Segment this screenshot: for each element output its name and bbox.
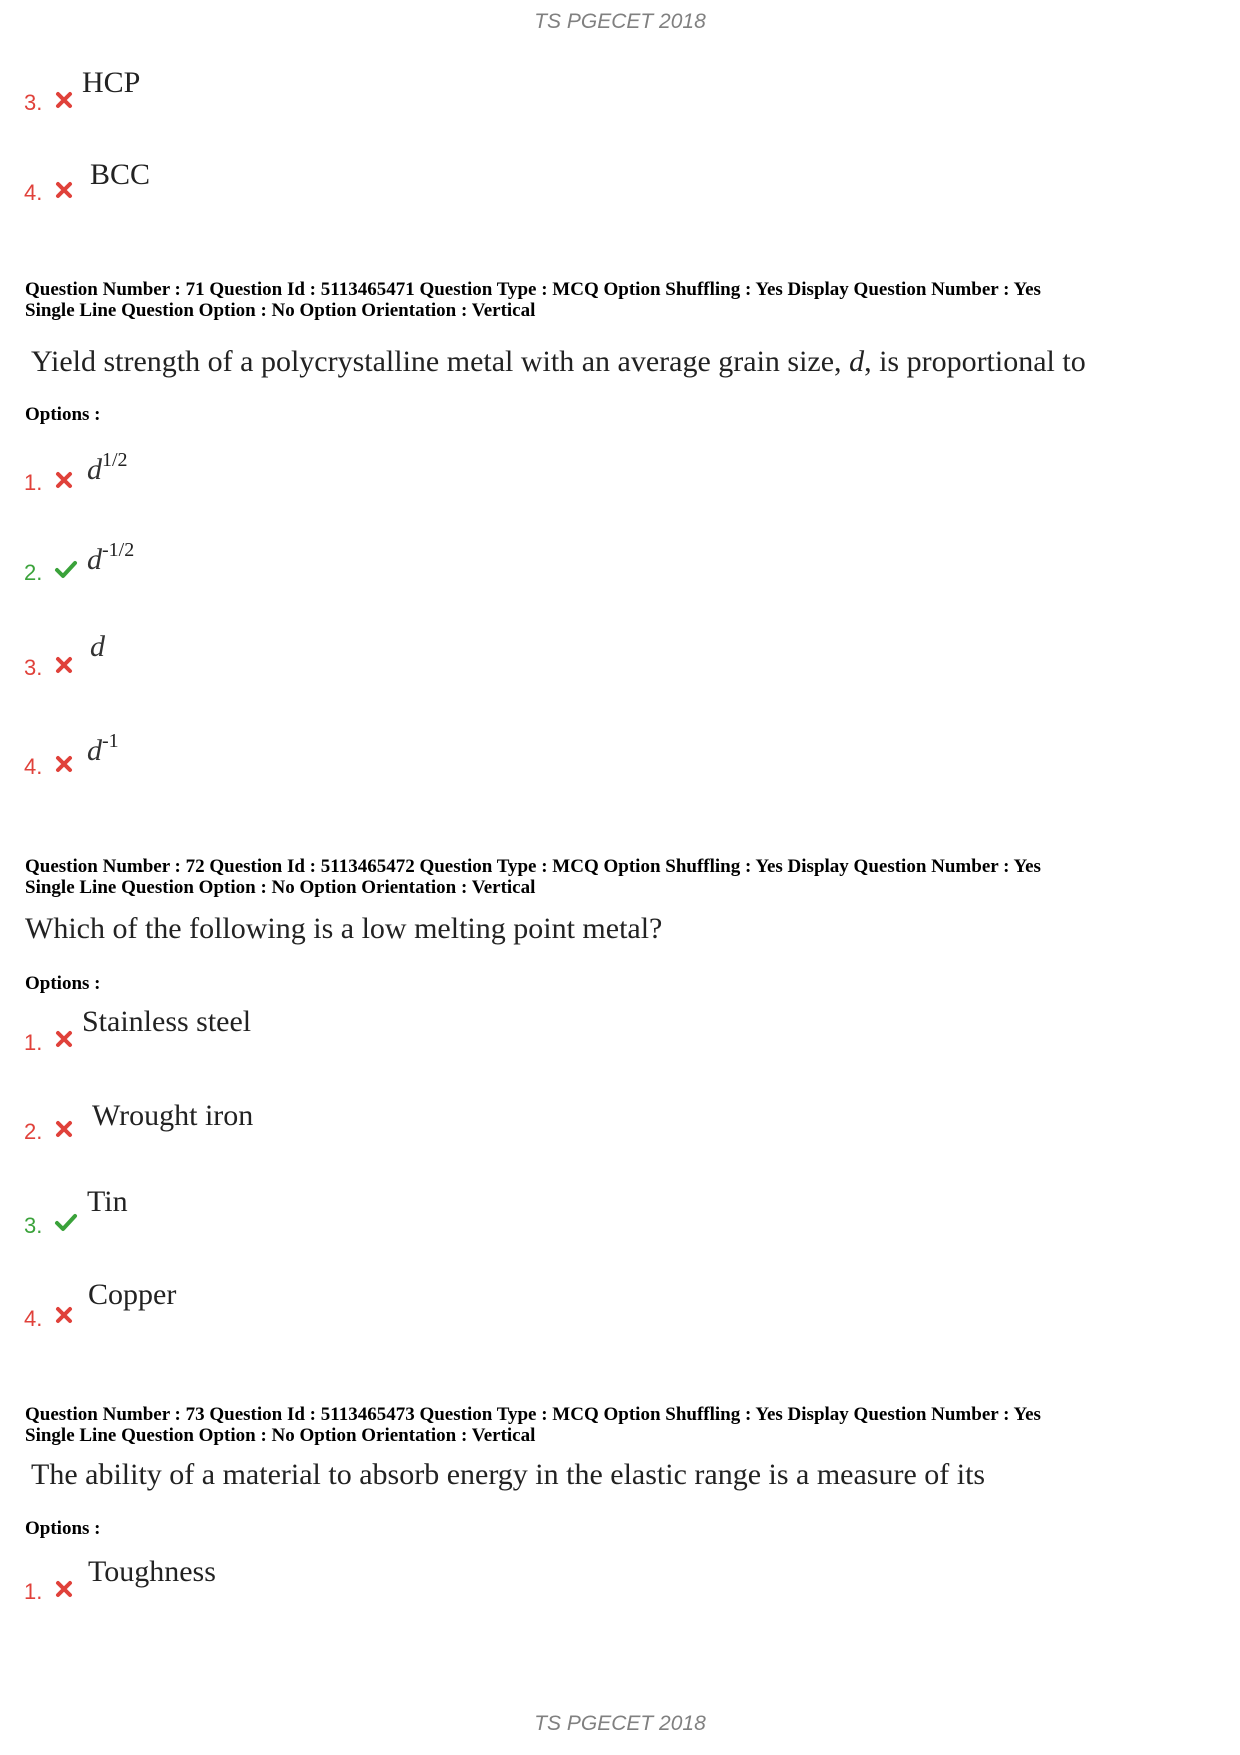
option-item: [24, 630, 924, 690]
question-meta-line2: Single Line Question Option : No Option Orientation : Vertical: [25, 300, 536, 321]
option-item: [24, 1099, 924, 1159]
cross-icon: [54, 754, 74, 774]
cross-icon: [54, 90, 74, 110]
option-text: [87, 732, 119, 768]
option-number: 4.: [24, 1306, 43, 1331]
option-text: HCP: [82, 66, 141, 99]
question-meta-line1: Question Number : 71 Question Id : 5113465471 Question Type : MCQ Option Shuffling : Yes Display Question Number : Yes: [25, 279, 1041, 300]
option-text: Wrought iron: [92, 1099, 254, 1132]
option-text: BCC: [90, 158, 151, 191]
option-item: [24, 445, 924, 505]
question-meta-line1: Question Number : 73 Question Id : 5113465473 Question Type : MCQ Option Shuffling : Yes Display Question Number : Yes: [25, 1404, 1041, 1425]
option-base: d: [87, 543, 102, 576]
option-text: [87, 541, 134, 577]
question-text: The ability of a material to absorb energy in the elastic range is a measure of its: [31, 1458, 986, 1491]
option-exponent: 1/2: [102, 449, 128, 471]
cross-icon: [54, 1305, 74, 1325]
option-number: 2.: [24, 560, 43, 585]
option-number: 4.: [24, 180, 43, 205]
option-text: [87, 451, 128, 487]
option-base: d: [87, 453, 102, 486]
cross-icon: [54, 470, 74, 490]
option-item: [24, 535, 924, 595]
page-header: TS PGECET 2018: [534, 10, 706, 33]
option-number: 3.: [24, 655, 43, 680]
question-meta-line1: Question Number : 72 Question Id : 5113465472 Question Type : MCQ Option Shuffling : Yes Display Question Number : Yes: [25, 856, 1041, 877]
option-number: 3.: [24, 90, 43, 115]
question-meta-line2: Single Line Question Option : No Option Orientation : Vertical: [25, 877, 536, 898]
option-number: 3.: [24, 1213, 43, 1238]
options-label: Options :: [25, 404, 101, 425]
option-base: d: [90, 630, 105, 663]
option-text: Copper: [88, 1278, 177, 1311]
question-variable: d: [849, 345, 865, 378]
question-meta-line2: Single Line Question Option : No Option Orientation : Vertical: [25, 1425, 536, 1446]
question-meta: [25, 856, 1225, 898]
option-exponent: -1: [102, 730, 119, 752]
cross-icon: [54, 180, 74, 200]
option-exponent: -1/2: [102, 539, 135, 561]
cross-icon: [54, 655, 74, 675]
option-text: Tin: [87, 1185, 128, 1218]
options-label: Options :: [25, 1518, 101, 1539]
option-item: [24, 1278, 924, 1338]
option-text: Stainless steel: [82, 1005, 252, 1038]
check-icon: [54, 1212, 78, 1232]
option-item: [24, 730, 924, 790]
option-number: 1.: [24, 470, 43, 495]
check-icon: [54, 559, 78, 579]
cross-icon: [54, 1119, 74, 1139]
option-item: [24, 1555, 924, 1615]
option-number: 2.: [24, 1119, 43, 1144]
question-meta: [25, 279, 1225, 321]
option-text: Toughness: [88, 1555, 216, 1588]
option-item: [24, 1005, 924, 1065]
option-number: 1.: [24, 1030, 43, 1055]
options-label: Options :: [25, 973, 101, 994]
question-text: [31, 345, 1086, 379]
question-text: Which of the following is a low melting point metal?: [25, 912, 663, 945]
option-number: 4.: [24, 754, 43, 779]
option-item: [24, 66, 924, 126]
option-base: d: [87, 734, 102, 767]
option-number: 1.: [24, 1579, 43, 1604]
option-item: [24, 1185, 924, 1245]
option-item: [24, 158, 924, 218]
cross-icon: [54, 1579, 74, 1599]
option-text: [90, 630, 105, 664]
question-text-part: Yield strength of a polycrystalline metal with an average grain size,: [31, 345, 850, 378]
question-meta: [25, 1404, 1225, 1446]
page-footer: TS PGECET 2018: [534, 1712, 706, 1735]
question-text-part: , is proportional to: [864, 345, 1086, 378]
cross-icon: [54, 1029, 74, 1049]
